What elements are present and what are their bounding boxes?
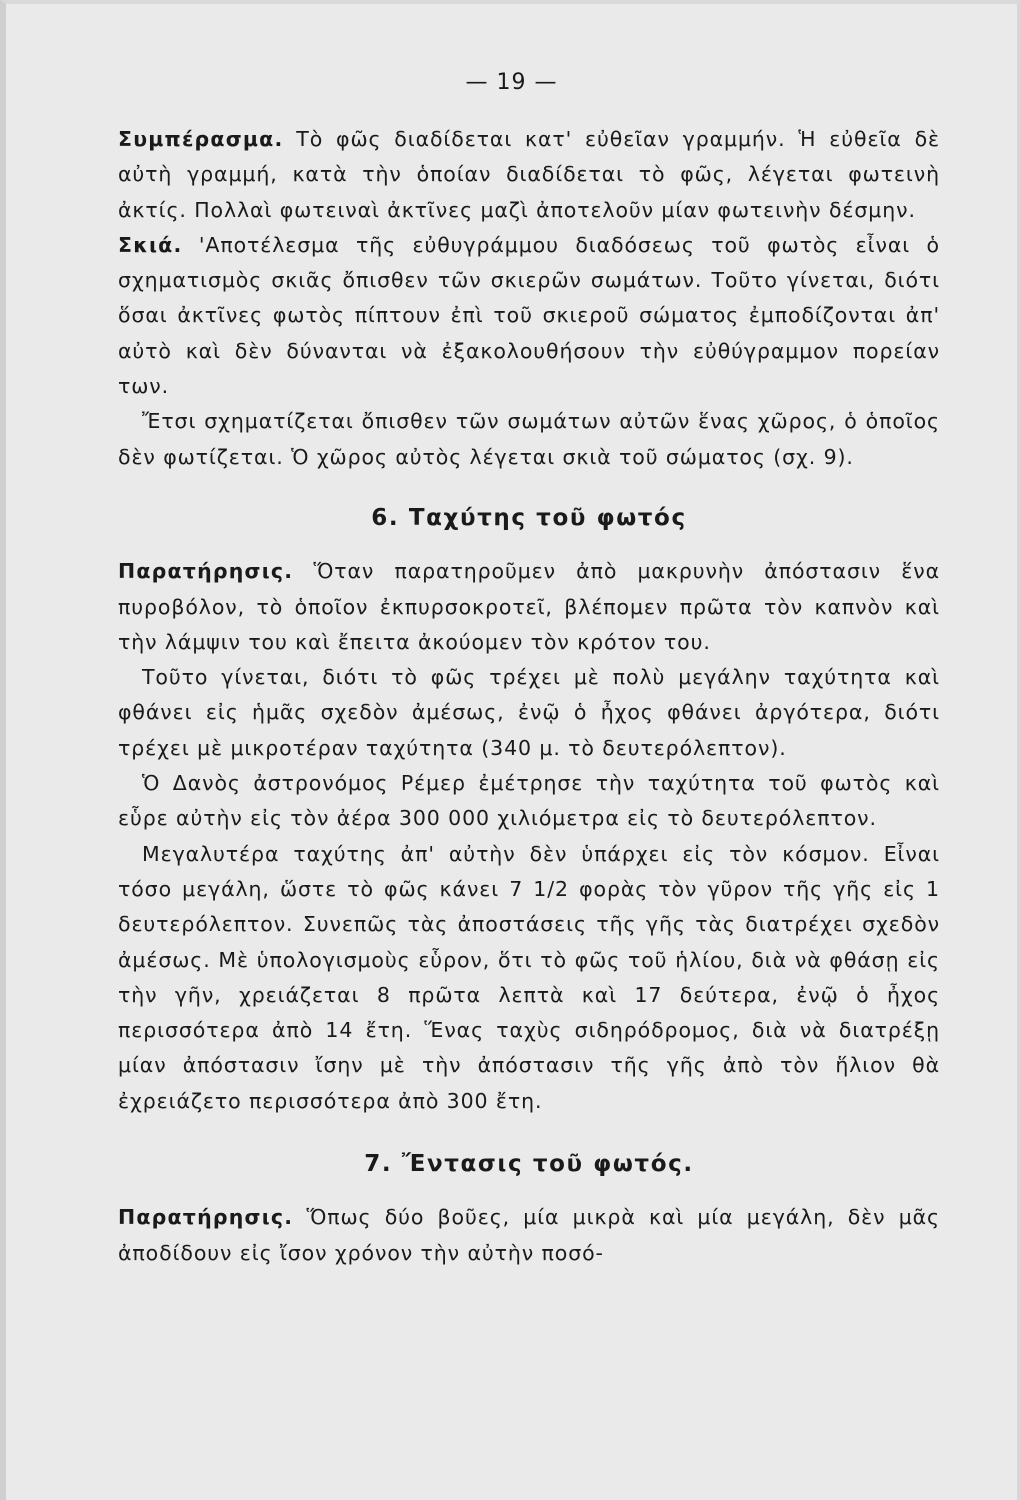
paragraph-text: Ὅταν παρατηροῦμεν ἀπὸ μακρυνὴν ἀπόστασιν ἕνα πυροβόλον, τὸ ὁποῖον ἐκπυρσοκροτεῖ, βλέπομεν πρῶτα τὸν καπνὸν καὶ τὴν λάμψιν του καὶ ἔπειτα ἀκούομεν τὸν κρότον του. bbox=[118, 559, 940, 654]
paragraph-text: Ὁ Δανὸς ἀστρονόμος Ρέμερ ἐμέτρησε τὴν ταχύτητα τοῦ φωτὸς καὶ εὗρε αὐτὴν εἰς τὸν ἀέρα 300 000 χιλιόμετρα εἰς τὸ δευτερόλεπτον. bbox=[118, 771, 940, 831]
lead-word: Παρατήρησις. bbox=[118, 1205, 294, 1230]
paragraph-text: Τοῦτο γίνεται, διότι τὸ φῶς τρέχει μὲ πολὺ μεγάλην ταχύτητα καὶ φθάνει εἰς ἡμᾶς σχεδὸν ἀμέσως, ἐνῷ ὁ ἦχος φθάνει ἀργότερα, διότι τρέχει μὲ μικροτέραν ταχύτητα (340 μ. τὸ δευτερόλεπτον). bbox=[118, 665, 940, 760]
section-heading-speed-of-light: 6. Ταχύτης τοῦ φωτός bbox=[371, 504, 687, 531]
paragraph-shadow-space bbox=[118, 404, 940, 475]
paragraph-text: 'Αποτέλεσμα τῆς εὐθυγράμμου διαδόσεως τοῦ φωτὸς εἶναι ὁ σχηματισμὸς σκιᾶς ὄπισθεν τῶν σκιερῶν σωμάτων. Τοῦτο γίνεται, διότι ὅσαι ἀκτῖνες φωτὸς πίπτουν ἐπὶ τοῦ σκιεροῦ σώματος ἐμποδίζονται ἀπ' αὐτὸ καὶ δὲν δύνανται νὰ ἐξακολουθήσουν τὴν εὐθύγραμμον πορείαν των. bbox=[118, 232, 940, 399]
paragraph-observation-cannon bbox=[118, 554, 940, 660]
paragraph-text: Μεγαλυτέρα ταχύτης ἀπ' αὐτὴν δὲν ὑπάρχει εἰς τὸν κόσμον. Εἶναι τόσο μεγάλη, ὥστε τὸ φῶς κάνει 7 1/2 φορὰς τὸν γῦρον τῆς γῆς εἰς 1 δευτερόλεπτον. Συνεπῶς τὰς ἀποστάσεις τῆς γῆς τὰς διατρέχει σχεδὸν ἀμέσως. Μὲ ὑπολογισμοὺς εὗρον, ὅτι τὸ φῶς τοῦ ἡλίου, διὰ νὰ φθάσῃ εἰς τὴν γῆν, χρειάζεται 8 πρῶτα λεπτὰ καὶ 17 δεύτερα, ἐνῷ ὁ ἦχος περισσότερα ἀπὸ 14 ἔτη. Ἕνας ταχὺς σιδηρόδρομος, διὰ νὰ διατρέξῃ μίαν ἀπόστασιν ἴσην μὲ τὴν ἀπόστασιν τῆς γῆς ἀπὸ τὸν ἥλιον θὰ ἐχρειάζετο περισσότερα ἀπὸ 300 ἔτη. bbox=[118, 841, 940, 1113]
paragraph-text: Ὅπως δύο βοῦες, μία μικρὰ καὶ μία μεγάλη, δὲν μᾶς ἀποδίδουν εἰς ἴσον χρόνον τὴν αὐτὴν ποσό- bbox=[118, 1205, 940, 1265]
lead-word: Παρατήρησις. bbox=[118, 559, 294, 584]
paragraph-conclusion bbox=[118, 122, 940, 228]
section-heading-light-intensity: 7. Ἔντασις τοῦ φωτός. bbox=[364, 1151, 694, 1178]
paragraph-text: Τὸ φῶς διαδίδεται κατ' εὐθεῖαν γραμμήν. Ἡ εὐθεῖα δὲ αὐτὴ γραμμή, κατὰ τὴν ὁποίαν διαδίδεται τὸ φῶς, λέγεται φωτεινὴ ἀκτίς. Πολλαὶ φωτειναὶ ἀκτῖνες μαζὶ ἀποτελοῦν μίαν φωτεινὴν δέσμην. bbox=[118, 127, 940, 222]
paragraph-greatest-speed bbox=[118, 837, 940, 1119]
text-body bbox=[118, 122, 940, 1271]
paragraph-shadow bbox=[118, 228, 940, 404]
paragraph-explanation bbox=[118, 660, 940, 766]
lead-word: Συμπέρασμα. bbox=[118, 127, 284, 151]
lead-word: Σκιά. bbox=[118, 232, 183, 257]
paragraph-roemer bbox=[118, 766, 940, 837]
paragraph-text: Ἔτσι σχηματίζεται ὄπισθεν τῶν σωμάτων αὐτῶν ἕνας χῶρος, ὁ ὁποῖος δὲν φωτίζεται. Ὁ χῶρος αὐτὸς λέγεται σκιὰ τοῦ σώματος (σχ. 9). bbox=[118, 409, 940, 469]
page-number: — 19 — bbox=[465, 70, 558, 95]
paragraph-observation-bells bbox=[118, 1200, 940, 1271]
